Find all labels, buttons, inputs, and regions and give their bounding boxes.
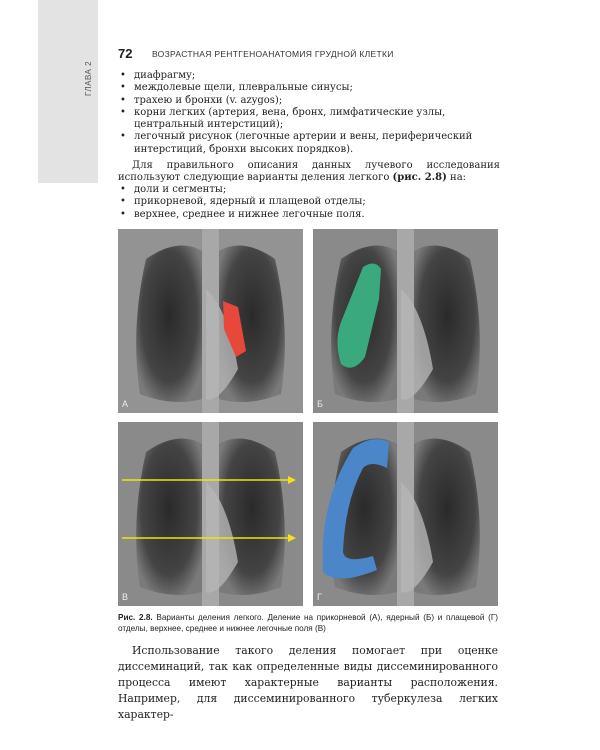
list-item: • легочный рисунок (легочные артерии и вены, периферический интерстиций, бронхи высоких порядков). (118, 131, 500, 156)
xray-figure-g (313, 422, 498, 606)
figure-reference: (рис. 2.8) (392, 172, 447, 184)
xray-figure-v (118, 422, 303, 606)
xray-figure-a (118, 229, 303, 413)
figure-letter: А (122, 399, 129, 409)
chapter-tab-label: ГЛАВА 2 (84, 60, 93, 96)
figure-letter: Г (317, 592, 322, 602)
page-number: 72 (118, 46, 133, 61)
list-item: • трахею и бронхи (v. azygos); (118, 95, 500, 107)
intro-paragraph (118, 160, 500, 185)
figure-letter: В (122, 592, 129, 602)
division-list-block (118, 184, 500, 221)
caption-text: Варианты деления легкого. Деление на прикорневой (А), ядерный (Б) и плащевой (Г) отделы, верхнее, среднее и нижнее легочные поля (В) (118, 613, 498, 633)
caption-label: Рис. 2.8. (118, 613, 153, 622)
division-list (118, 184, 500, 221)
list-item: • доли и сегменты; (118, 184, 500, 196)
figure-caption (118, 612, 498, 634)
xray-figure-b (313, 229, 498, 413)
anatomy-list (118, 70, 500, 156)
body-paragraph (118, 643, 498, 723)
figure-letter: Б (317, 399, 323, 409)
list-item: • диафрагму; (118, 70, 500, 82)
running-title: ВОЗРАСТНАЯ РЕНТГЕНОАНАТОМИЯ ГРУДНОЙ КЛЕТКИ (152, 49, 394, 59)
intro-text: Для правильного описания данных лучевого исследования используют следующие варианты деления легкого (118, 160, 500, 184)
list-item: • прикорневой, ядерный и плащевой отделы; (118, 196, 500, 208)
list-item: • междолевые щели, плевральные синусы; (118, 82, 500, 94)
anatomy-list-block (118, 70, 500, 156)
list-item: • корни легких (артерия, вена, бронх, лимфатические узлы, центральный интерстиций); (118, 107, 500, 132)
list-item: • верхнее, среднее и нижнее легочные поля. (118, 209, 500, 221)
paragraph-text: Использование такого деления помогает при оценке диссеминаций, так как определенные виды диссеминированного процесса имеют характерные варианты расположения. Например, для диссеминированного туберкулеза легких характер- (118, 644, 498, 721)
intro-text-end: на: (446, 172, 467, 184)
